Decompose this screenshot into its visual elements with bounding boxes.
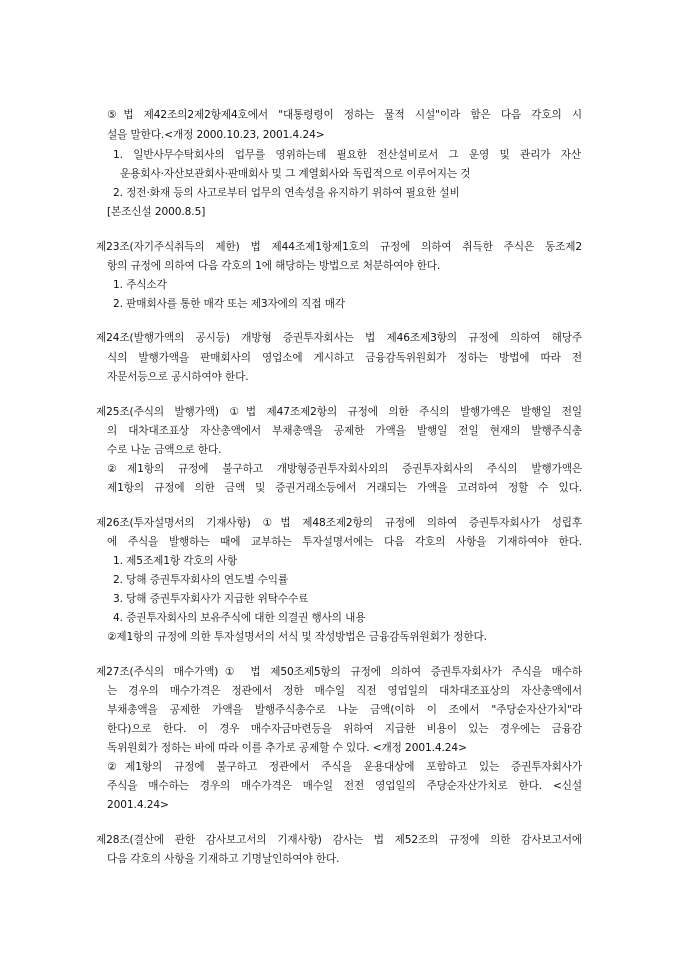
article-22-item-2: 2. 정전·화재 등의 사고로부터 업무의 연속성을 유지하기 위하여 필요한 설비 — [113, 187, 460, 199]
article-28-line-1: 제28조(결산에 관한 감사보고서의 기재사항) 감사는 법 제52조의 규정에 의한 감사보고서에 — [96, 834, 582, 846]
article-22-para-5-line-2: 설을 말한다.<개정 2000.10.23, 2001.4.24> — [107, 129, 325, 141]
article-25-para-2-line-2: 제1항의 규정에 의한 금액 및 증권거래소등에서 거래되는 가액을 고려하여 정할 수 있다. — [107, 482, 582, 494]
article-25-line-2: 의 대차대조표상 자산총액에서 부채총액을 공제한 가액을 발행일 전일 현재의 발행주식총 — [107, 425, 582, 437]
article-27-para-2-line-2: 주식을 매수하는 경우의 매수가격은 매수일 전전 영업일의 주당순자산가치로 한다. <신설 — [107, 780, 582, 792]
article-27-line-5: 독위원회가 정하는 바에 따라 이를 추가로 공제할 수 있다. <개정 2001.4.24> — [107, 742, 467, 754]
article-23-item-2: 2. 판매회사를 통한 매각 또는 제3자에의 직접 매각 — [113, 298, 345, 310]
article-24-line-2: 식의 발행가액을 판매회사의 영업소에 게시하고 금융감독위원회가 정하는 방법에 따라 전 — [107, 352, 582, 364]
article-28-line-2: 다음 각호의 사항을 기재하고 기명날인하여야 한다. — [107, 853, 340, 865]
article-26-line-2: 에 주식을 발행하는 때에 교부하는 투자설명서에는 다음 각호의 사항을 기재하여야 한다. — [107, 536, 582, 548]
article-23-item-1: 1. 주식소각 — [113, 279, 167, 291]
article-27-line-2: 는 경우의 매수가격은 정관에서 정한 매수일 직전 영업일의 대차대조표상의 자산총액에서 — [107, 685, 582, 697]
article-22-item-1-line-1: 1. 일반사무수탁회사의 업무를 영위하는데 필요한 전산설비로서 그 운영 및 관리가 자산 — [113, 149, 581, 161]
article-23-line-2: 항의 규정에 의하여 다음 각호의 1에 해당하는 방법으로 처분하여야 한다. — [107, 260, 441, 272]
article-22-para-5-line-1: ⑤법 제42조의2제2항제4호에서 "대통령령이 정하는 물적 시설"이라 함은 다음 각호의 시 — [107, 109, 582, 121]
article-26-item-2: 2. 당해 증권투자회사의 연도별 수익률 — [113, 574, 288, 586]
article-22-note: [본조신설 2000.8.5] — [107, 206, 206, 218]
article-27-line-3: 부채총액을 공제한 가액을 발행주식총수로 나눈 금액(이하 이 조에서 "주당순자산가치"라 — [107, 704, 582, 716]
article-26-para-2: ②제1항의 규정에 의한 투자설명서의 서식 및 작성방법은 금융감독위원회가 정한다. — [107, 631, 487, 643]
article-24-line-3: 자문서등으로 공시하여야 한다. — [107, 371, 249, 383]
article-27-para-2-line-1: ②제1항의 규정에 불구하고 정관에서 주식을 운용대상에 포함하고 있는 증권투자회사가 — [107, 761, 582, 773]
article-23-line-1: 제23조(자기주식취득의 제한) 법 제44조제1항제1호의 규정에 의하여 취득한 주식은 동조제2 — [96, 241, 582, 253]
article-26-item-1: 1. 제5조제1항 각호의 사항 — [113, 555, 238, 567]
article-27-para-2-line-3: 2001.4.24> — [107, 799, 169, 811]
article-26-line-1: 제26조(투자설명서의 기재사항) ①법 제48조제2항의 규정에 의하여 증권투자회사가 성립후 — [96, 517, 582, 529]
article-26-item-4: 4. 증권투자회사의 보유주식에 대한 의결권 행사의 내용 — [113, 612, 366, 624]
article-22-item-1-line-2: 운용회사·자산보관회사·판매회사 및 그 계열회사와 독립적으로 이루어지는 것 — [120, 168, 471, 180]
article-27-line-4: 한다)으로 한다. 이 경우 매수자금마련등을 위하여 지급한 비용이 있는 경우에는 금융감 — [107, 723, 582, 735]
article-26-item-3: 3. 당해 증권투자회사가 지급한 위탁수수료 — [113, 593, 309, 605]
article-24-line-1: 제24조(발행가액의 공시등) 개방형 증권투자회사는 법 제46조제3항의 규정에 의하여 해당주 — [96, 332, 582, 344]
article-25-para-2-line-1: ②제1항의 규정에 불구하고 개방형증권투자회사외의 증권투자회사의 주식의 발행가액은 — [107, 463, 582, 475]
article-27-line-1: 제27조(주식의 매수가액)① 법 제50조제5항의 규정에 의하여 증권투자회사가 주식을 매수하 — [96, 666, 582, 678]
article-25-line-1: 제25조(주식의 발행가액) ①법 제47조제2항의 규정에 의한 주식의 발행가액은 발행일 전일 — [96, 406, 582, 418]
article-25-line-3: 수로 나눈 금액으로 한다. — [107, 444, 222, 456]
